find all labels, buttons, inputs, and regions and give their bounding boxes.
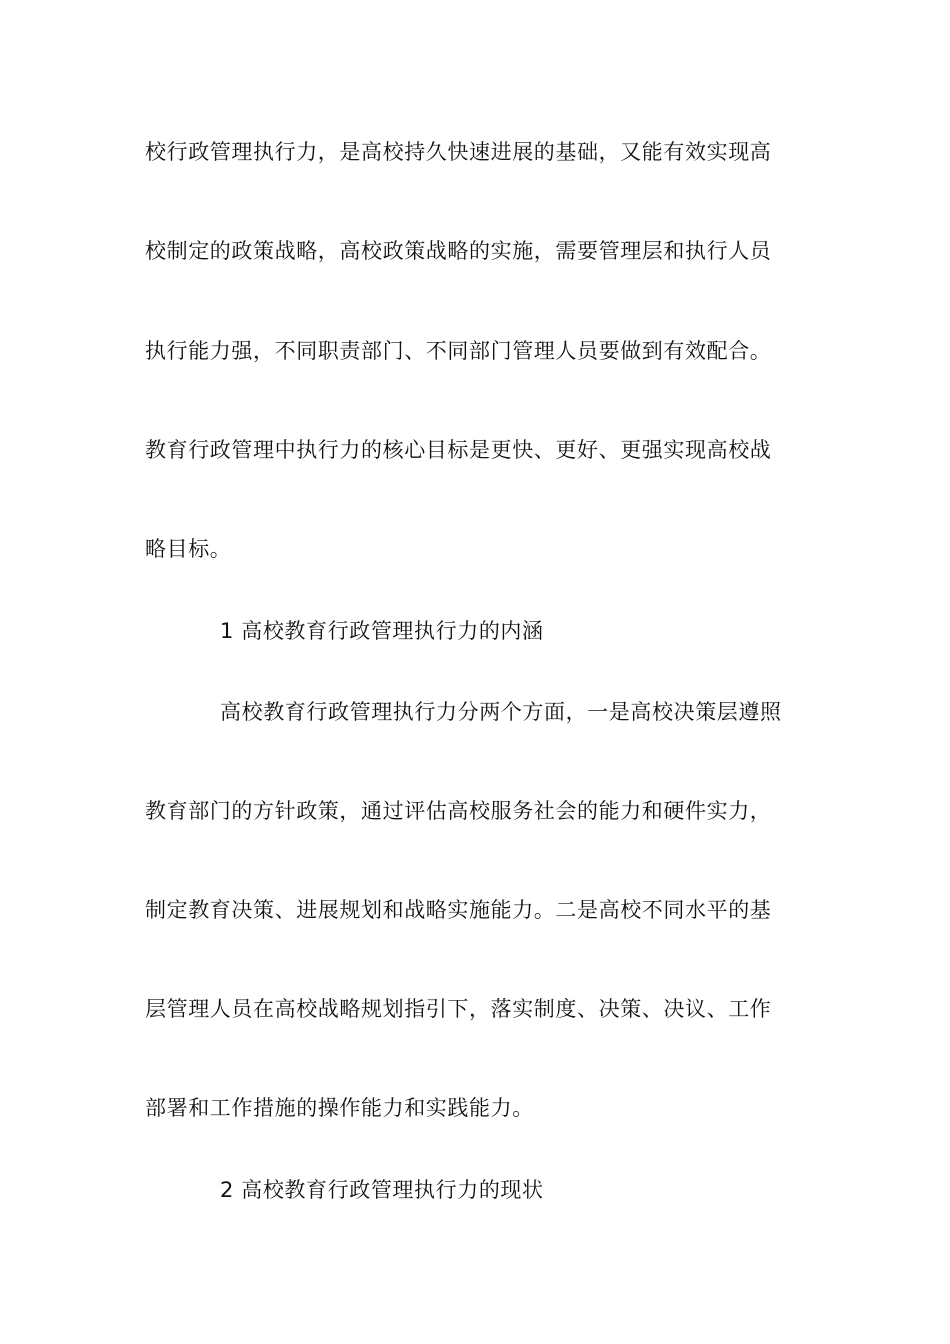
paragraph-line: 层管理人员在高校战略规划指引下，落实制度、决策、决议、工作 bbox=[145, 997, 772, 1021]
section-heading: 2 高校教育行政管理执行力的现状 bbox=[220, 1178, 544, 1202]
section-heading: 1 高校教育行政管理执行力的内涵 bbox=[220, 619, 544, 643]
paragraph-line: 教育行政管理中执行力的核心目标是更快、更好、更强实现高校战 bbox=[145, 438, 772, 462]
paragraph-line: 高校教育行政管理执行力分两个方面，一是高校决策层遵照 bbox=[220, 700, 782, 724]
paragraph-line: 执行能力强，不同职责部门、不同部门管理人员要做到有效配合。 bbox=[145, 339, 772, 363]
paragraph-line: 校行政管理执行力，是高校持久快速进展的基础，又能有效实现高 bbox=[145, 140, 772, 164]
paragraph-line: 略目标。 bbox=[145, 537, 232, 561]
paragraph-line: 教育部门的方针政策，通过评估高校服务社会的能力和硬件实力， bbox=[145, 799, 772, 823]
paragraph-line: 校制定的政策战略，高校政策战略的实施，需要管理层和执行人员 bbox=[145, 239, 772, 263]
paragraph-line: 制定教育决策、进展规划和战略实施能力。二是高校不同水平的基 bbox=[145, 898, 772, 922]
paragraph-line: 部署和工作措施的操作能力和实践能力。 bbox=[145, 1096, 534, 1120]
